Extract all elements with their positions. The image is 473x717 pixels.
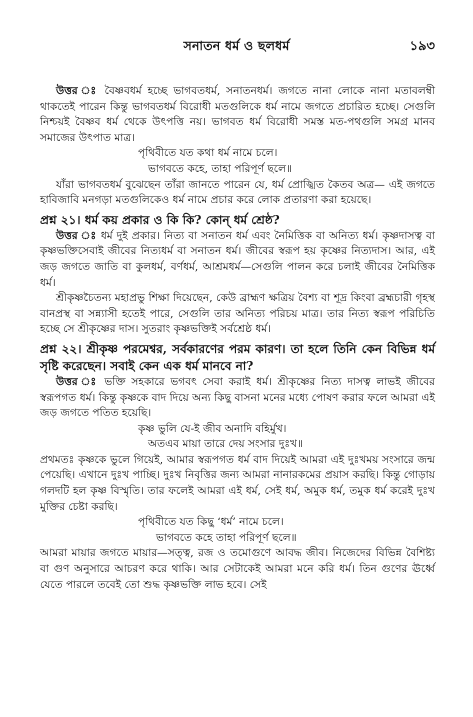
answer-label: উত্তর ঃ <box>56 229 97 242</box>
answer-paragraph-vaishnava-dharma <box>40 84 435 146</box>
answer-label: উত্তর ঃ <box>56 375 99 388</box>
page-number: ১৯৩ <box>409 39 435 54</box>
paragraph-maya-gunas: আমরা মায়ার জগতে মায়ার—সত্ত্ব, রজ ও তমোগুণে আবদ্ধ জীব। নিজেদের বিভিন্ন বৈশিষ্ট্য বা গুণ অনুসারে আচরণ করে থাকি। আর সেটাকেই আমরা মনে করি ধর্ম। তিন গুণের ঊর্ধ্বে যেতে পারলে তবেই তো শুদ্ধ কৃষ্ণভক্তি লাভ হবে। সেই <box>40 547 435 591</box>
paragraph-chaitanya-teaching: শ্রীকৃষ্ণচৈতন্য মহাপ্রভু শিক্ষা দিয়েছেন, কেউ ব্রাহ্মণ ক্ষত্রিয় বৈশ্য বা শূদ্র কিংবা ব্রহ্মচারী গৃহস্থ বানপ্রস্থ বা সন্ন্যাসী হতেই পারে, সেগুলি তার অনিত্য পরিচয় মাত্র। তার নিত্য স্বরূপ পরিচিতি হচ্ছে সে শ্রীকৃষ্ণের দাস। সুতরাং কৃষ্ণভক্তিই সর্বশ্রেষ্ঠ ধর্ম। <box>40 292 435 336</box>
answer-22-paragraph <box>40 375 435 422</box>
verse-line: ভাগবতে কহে তাহা পরিপূর্ণ ছলে॥ <box>156 531 297 544</box>
question-22-heading: প্রশ্ন ২২। শ্রীকৃষ্ণ পরমেশ্বর, সর্বকারণের পরম কারণ। তা হলে তিনি কেন বিভিন্ন ধর্ম সৃষ্টি করেছেন। সবাই কেন এক ধর্ম মানবে না? <box>40 341 435 373</box>
verse-line: ভাগবতে কহে, তাহা পরিপূর্ণ ছলে॥ <box>148 162 292 175</box>
paragraph-text: ধর্ম দুই প্রকার। নিত্য বা সনাতন ধর্ম এবং নৈমিত্তিক বা অনিত্য ধর্ম। কৃষ্ণদাসত্ব বা কৃষ্ণভক্তিসেবাই জীবের নিত্যধর্ম বা সনাতন ধর্ম। জীবের স্বরূপ হয় কৃষ্ণের নিত্যদাস। আর, এই জড় জগতে জাতি বা কুলধর্ম, বর্ণধর্ম, আশ্রমধর্ম—সেগুলি পালন করে চলাই জীবের নৈমিত্তিক ধর্ম। <box>40 229 435 289</box>
verse-line: কৃষ্ণ ভুলি যে-ই জীব অনাদি বহির্মুখ। <box>138 422 287 435</box>
verse-line: অতএব মায়া তারে দেয় সংসার দুঃখ॥ <box>148 438 304 451</box>
verse-line: পৃথিবীতে যত কিছু ‘ধর্ম’ নামে চলে। <box>138 516 284 529</box>
verse-line: পৃথিবীতে যত কথা ধর্ম নামে চলে। <box>138 147 278 160</box>
answer-label: উত্তর ঃ <box>56 85 99 97</box>
paragraph-krishna-forgetfulness: প্রথমতঃ কৃষ্ণকে ভুলে গিয়েই, আমার স্বরূপগত ধর্ম বাদ দিয়েই আমরা এই দুঃখময় সংসারে জন্ম পেয়েছি। এখানে দুঃখ পাচ্ছি। দুঃখ নিবৃত্তির জন্য আমরা নানারকমের প্রয়াস করছি। কিন্তু গোড়ায় গলদটি হল কৃষ্ণ বিস্মৃতি। তার ফলেই আমরা এই ধর্ম, সেই ধর্ম, অমুক ধর্ম, তমুক ধর্ম করেই দুঃখ মুক্তির চেষ্টা করছি। <box>40 453 435 513</box>
running-header-title: সনাতন ধর্ম ও ছলধর্ম <box>183 38 290 53</box>
paragraph-text: ভক্তি সহকারে ভগবৎ সেবা করাই ধর্ম। শ্রীকৃষ্ণের নিত্য দাসত্ব লাভই জীবের স্বরূপগত ধর্ম। কিন্তু কৃষ্ণকে বাদ দিয়ে অন্য কিছু বাসনা মনের মধ্যে পোষণ করার ফলে আমরা এই জড় জগতে পতিত হয়েছি। <box>40 375 435 420</box>
page-body <box>40 84 435 593</box>
question-21-heading: প্রশ্ন ২১। ধর্ম কয় প্রকার ও কি কি? কোন্ ধর্ম শ্রেষ্ঠ? <box>40 212 280 227</box>
paragraph-dharma-projjhita: যাঁরা ভাগবতধর্ম বুঝেছেন তাঁরা জানতে পারেন যে, ধর্ম প্রোজ্ঝিত কৈতব অত্র— এই জগতে হাবিজাবি মনগড়া মতগুলিকেও ধর্ম নামে প্রচার করে লোক প্রতারণা করা হয়েছে। <box>40 178 435 207</box>
paragraph-text: বৈষ্ণবধর্ম হচ্ছে ভাগবতধর্ম, সনাতনধর্ম। জগতে নানা লোকে নানা মতাবলম্বী থাকতেই পারেন কিন্তু ভাগবতধর্ম বিরোধী মতগুলিকে ধর্ম নামে জগতে প্রচারিত হচ্ছে। সেগুলি নিশ্চয়ই বৈষ্ণব ধর্ম থেকে উৎপত্তি নয়। ভাগবত ধর্ম বিরোধী সমস্ত মত-পথগুলি সমগ্র মানব সমাজের উৎপাত মাত্র। <box>40 85 435 144</box>
answer-21-paragraph <box>40 229 435 291</box>
